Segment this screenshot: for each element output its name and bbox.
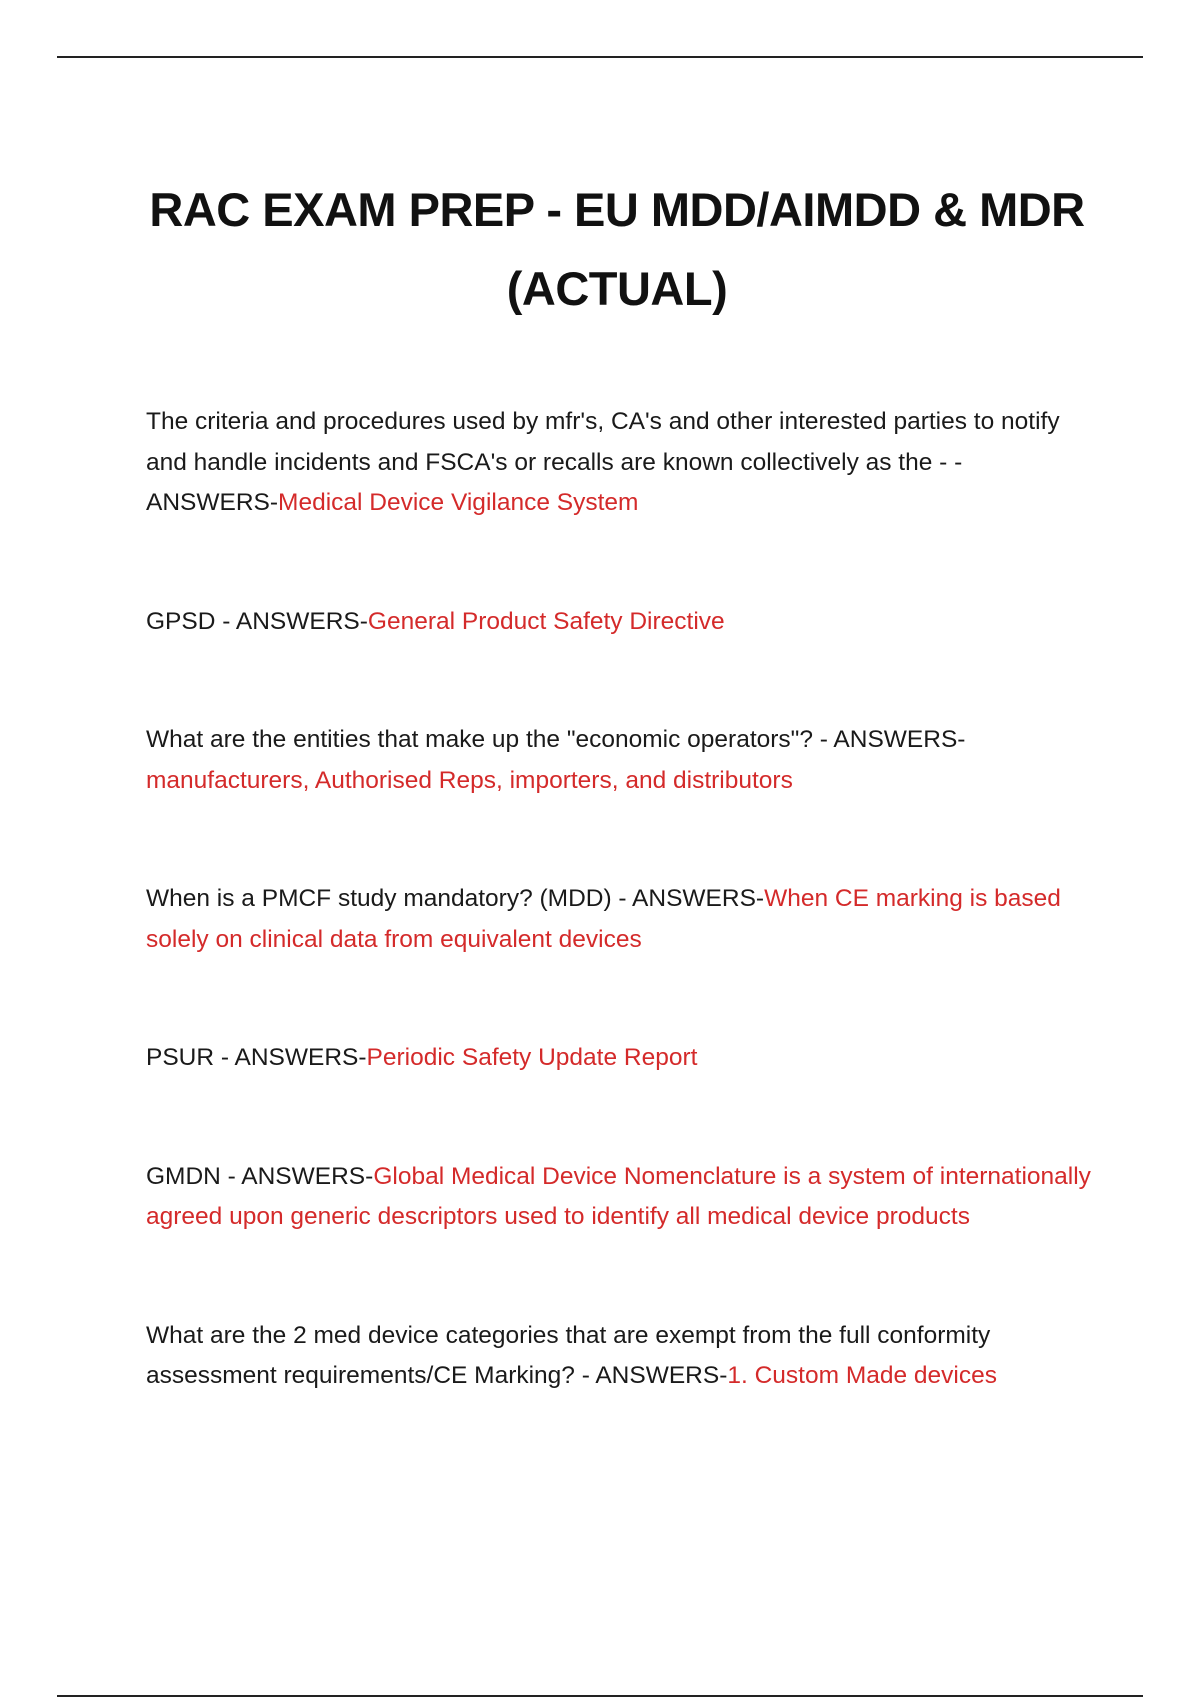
question-text: GPSD - ANSWERS- [146, 607, 368, 635]
bottom-divider [57, 1695, 1143, 1697]
answer-text: When CE marking is based solely on clinical data from equivalent devices [146, 885, 1061, 953]
answer-text: Periodic Safety Update Report [366, 1044, 698, 1071]
question-text: When is a PMCF study mandatory? (MDD) - ANSWERS- [146, 885, 765, 912]
question-text: What are the 2 med device categories that are exempt from the full conformity assessment requirements/CE Marking? - ANSWERS- [146, 1321, 991, 1389]
answer-text: manufacturers, Authorised Reps, importers, and distributors [146, 766, 793, 794]
question-text: PSUR - ANSWERS- [146, 1044, 367, 1071]
qa-item [146, 602, 1096, 643]
answer-text: Medical Device Vigilance System [278, 489, 639, 516]
question-text: The criteria and procedures used by mfr's, CA's and other interested parties to notify and handle incidents and FSCA's or recalls are known collectively as the - - ANSWERS- [146, 408, 1060, 516]
answer-text: 1. Custom Made devices [727, 1362, 997, 1389]
top-divider [57, 56, 1143, 58]
answer-text: General Product Safety Directive [367, 607, 725, 635]
qa-item [146, 1038, 1096, 1079]
qa-item [146, 402, 1096, 524]
qa-list [146, 402, 1096, 1397]
question-text: What are the entities that make up the "economic operators"? - ANSWERS- [146, 726, 966, 753]
qa-item [146, 1157, 1096, 1238]
question-text: GMDN - ANSWERS- [146, 1162, 374, 1190]
document-title: RAC EXAM PREP - EU MDD/AIMDD & MDR (ACTUAL) [149, 183, 1085, 315]
qa-item [146, 1316, 1096, 1397]
qa-item [146, 879, 1096, 960]
answer-text: Global Medical Device Nomenclature is a system of internationally agreed upon generic descriptors used to identify all medical device products [146, 1162, 1091, 1230]
qa-item [146, 720, 1096, 801]
